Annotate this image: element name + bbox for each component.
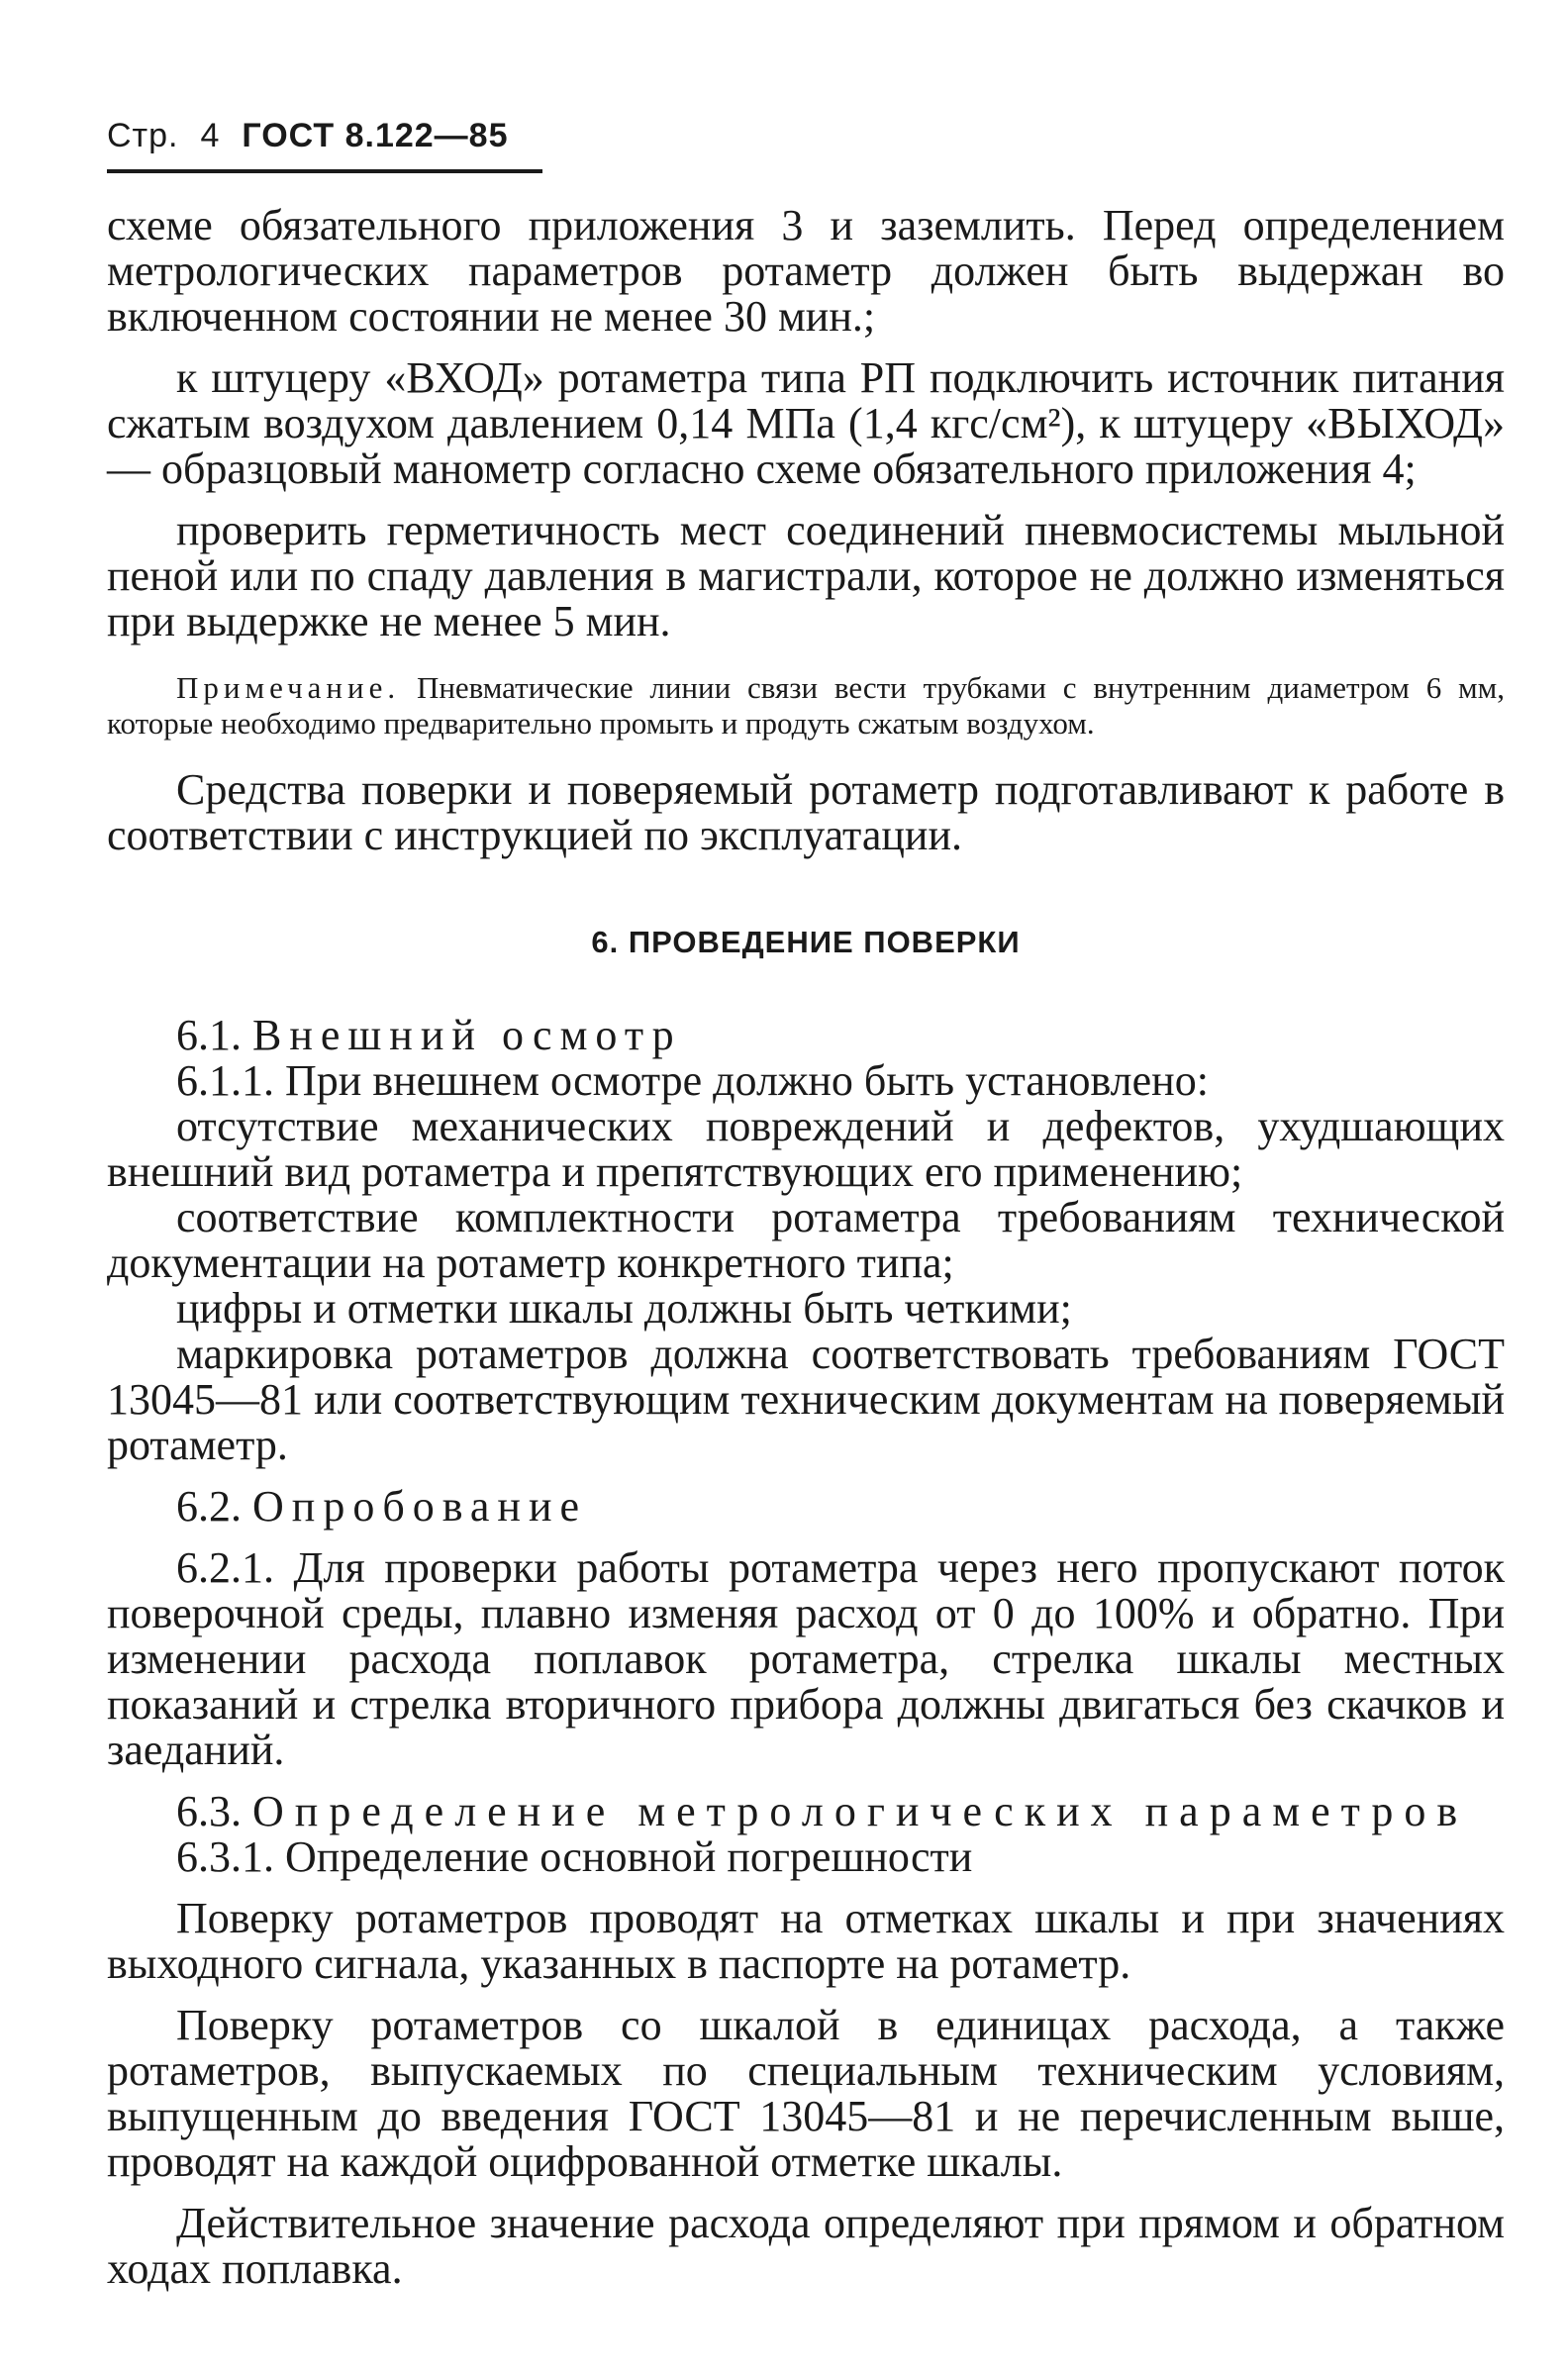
document-page — [107, 117, 1505, 2292]
paragraph: цифры и отметки шкалы должны быть четкими; — [176, 1284, 1072, 1333]
section-title: 6. ПРОВЕДЕНИЕ ПОВЕРКИ — [591, 925, 1021, 959]
paragraph: Поверку ротаметров со шкалой в единицах расхода, а также ротаметров, выпускаемых по специальным техническим условиям, выпущенным до введения ГОСТ 13045—81 и не перечисленным выше, проводят на каждой оцифрованной отметке шкалы. — [107, 2001, 1505, 2186]
subsection-number: 6.1. — [176, 1011, 242, 1059]
paragraph: 6.1.1. При внешнем осмотре должно быть установлено: — [176, 1056, 1209, 1105]
page-label: Стр. — [107, 117, 179, 154]
paragraph: 6.2.1. Для проверки работы ротаметра через него пропускают поток поверочной среды, плавно изменяя расход от 0 до 100% и обратно. При изменении расхода поплавок ротаметра, стрелка шкалы местных показаний и стрелка вторичного прибора должны двигаться без скачков и заеданий. — [107, 1543, 1505, 1774]
paragraph: к штуцеру «ВХОД» ротаметра типа РП подключить источник питания сжатым воздухом давлением 0,14 МПа (1,4 кгс/см²), к штуцеру «ВЫХОД» — образцовый манометр согласно схеме обязательного приложения 4; — [107, 353, 1505, 493]
page-number: 4 — [200, 117, 221, 154]
subsection-heading — [107, 1013, 1505, 1058]
subsection-title: Определение метрологических параметров — [252, 1787, 1469, 1835]
paragraph: отсутствие механических повреждений и дефектов, ухудшающих внешний вид ротаметра и препятствующих его применению; — [107, 1102, 1505, 1196]
paragraph: схеме обязательного приложения 3 и заземлить. Перед определением метрологических параметров ротаметр должен быть выдержан во включенном состоянии не менее 30 мин.; — [107, 201, 1505, 341]
paragraph: 6.3.1. Определение основной погрешности — [176, 1832, 973, 1881]
paragraph: Средства поверки и поверяемый ротаметр подготавливают к работе в соответствии с инструкцией по эксплуатации. — [107, 765, 1505, 859]
subsection-number: 6.3. — [176, 1787, 242, 1835]
subsection-number: 6.2. — [176, 1482, 242, 1531]
subsection-title: Внешний осмотр — [252, 1011, 682, 1059]
document-body — [107, 203, 1505, 2292]
paragraph: Действительное значение расхода определяют при прямом и обратном ходах поплавка. — [107, 2199, 1505, 2293]
page-header — [107, 117, 542, 173]
paragraph: маркировка ротаметров должна соответствовать требованиям ГОСТ 13045—81 или соответствующим техническим документам на поверяемый ротаметр. — [107, 1330, 1505, 1469]
document-id: ГОСТ 8.122—85 — [242, 117, 509, 154]
subsection-title: Опробование — [252, 1482, 588, 1531]
note — [107, 670, 1505, 742]
subsection-heading — [107, 1789, 1505, 1834]
note-label: Примечание. — [176, 670, 401, 705]
subsection-heading — [107, 1484, 1505, 1530]
paragraph: соответствие комплектности ротаметра требованиям технической документации на ротаметр конкретного типа; — [107, 1193, 1505, 1287]
paragraph: проверить герметичность мест соединений пневмосистемы мыльной пеной или по спаду давления в магистрали, которое не должно изменяться при выдержке не менее 5 мин. — [107, 506, 1505, 645]
note-text: Пневматические линии связи вести трубками с внутренним диаметром 6 мм, которые необходимо предварительно промыть и продуть сжатым воздухом. — [107, 670, 1505, 741]
paragraph: Поверку ротаметров проводят на отметках шкалы и при значениях выходного сигнала, указанных в паспорте на ротаметр. — [107, 1894, 1505, 1988]
